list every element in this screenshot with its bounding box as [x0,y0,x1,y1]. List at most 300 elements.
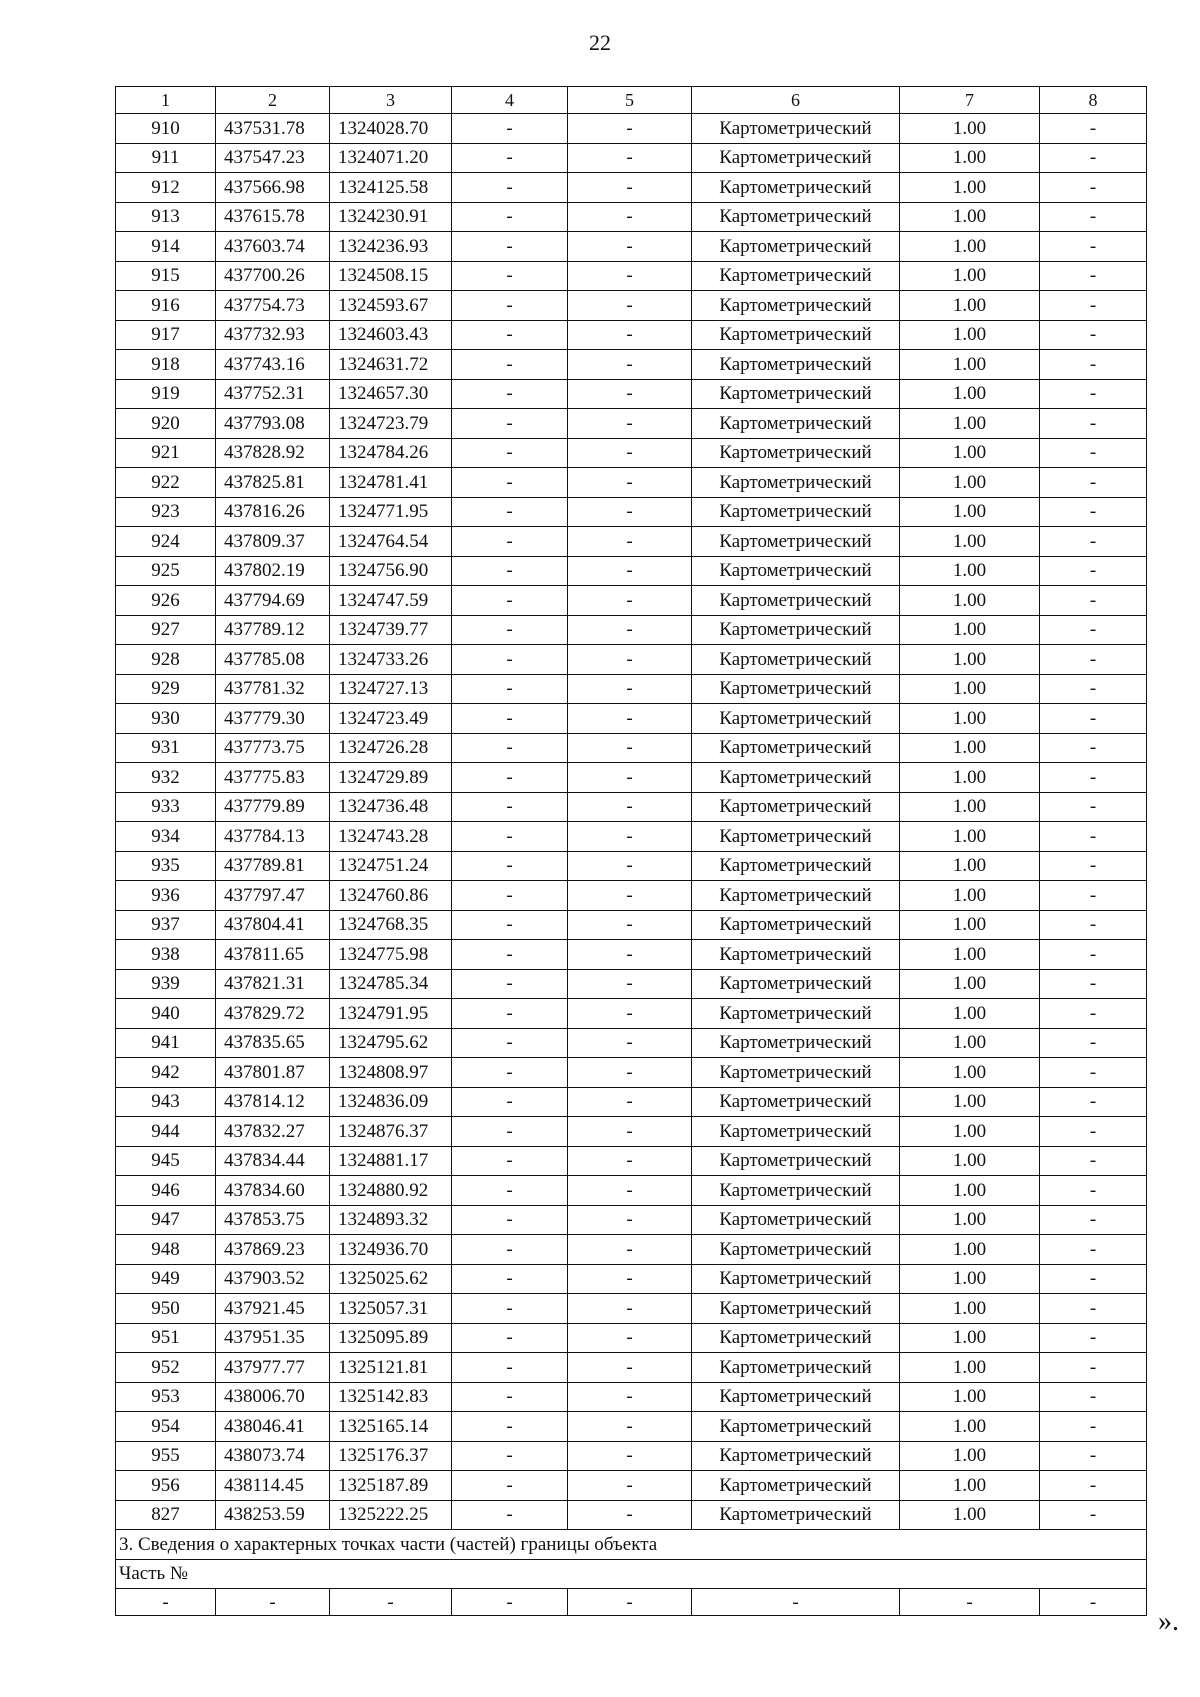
coordinate-y: 1324727.13 [330,674,452,704]
col-5-value: - [568,615,692,645]
table-row [116,940,1147,970]
col-5-value: - [568,645,692,675]
col-4-value: - [452,910,568,940]
point-number: 936 [116,881,216,911]
method-value: Картометрический [692,999,900,1029]
col-8-value: - [1040,202,1147,232]
method-value: Картометрический [692,969,900,999]
col-4-value: - [452,232,568,262]
section-3 [116,1530,1147,1616]
coordinate-x: 437789.12 [216,615,330,645]
col-5-value: - [568,910,692,940]
point-number: 921 [116,438,216,468]
table-row [116,320,1147,350]
coordinate-y: 1324880.92 [330,1176,452,1206]
coordinate-y: 1324876.37 [330,1117,452,1147]
col-4-value: - [452,1412,568,1442]
col-5-value: - [568,291,692,321]
coordinate-x: 437779.89 [216,792,330,822]
col-4-value: - [452,881,568,911]
coordinate-x: 437779.30 [216,704,330,734]
coordinate-y: 1324764.54 [330,527,452,557]
col-4-value: - [452,999,568,1029]
col-5-value: - [568,114,692,144]
col-5-value: - [568,438,692,468]
coordinate-y: 1324791.95 [330,999,452,1029]
method-value: Картометрический [692,1323,900,1353]
col-8-value: - [1040,674,1147,704]
accuracy-value: 1.00 [900,1264,1040,1294]
accuracy-value: 1.00 [900,851,1040,881]
coordinate-x: 437794.69 [216,586,330,616]
coordinate-y: 1325057.31 [330,1294,452,1324]
point-number: 931 [116,733,216,763]
col-4-value: - [452,1441,568,1471]
point-number: 942 [116,1058,216,1088]
column-number-header: 4 [452,87,568,114]
coordinate-y: 1324881.17 [330,1146,452,1176]
accuracy-value: 1.00 [900,114,1040,144]
accuracy-value: 1.00 [900,615,1040,645]
coordinate-x: 438114.45 [216,1471,330,1501]
coordinate-y: 1324631.72 [330,350,452,380]
table-row [116,645,1147,675]
accuracy-value: 1.00 [900,969,1040,999]
col-4-value: - [452,379,568,409]
method-value: Картометрический [692,1117,900,1147]
table-row [116,1353,1147,1383]
col-5-value: - [568,1117,692,1147]
col-8-value: - [1040,114,1147,144]
accuracy-value: 1.00 [900,674,1040,704]
method-value: Картометрический [692,173,900,203]
coordinate-x: 437773.75 [216,733,330,763]
table-row [116,822,1147,852]
col-8-value: - [1040,733,1147,763]
method-value: Картометрический [692,1471,900,1501]
col-5-value: - [568,1441,692,1471]
accuracy-value: 1.00 [900,173,1040,203]
point-number: 930 [116,704,216,734]
point-number: 954 [116,1412,216,1442]
table-row [116,291,1147,321]
col-4-value: - [452,527,568,557]
coordinate-x: 437834.44 [216,1146,330,1176]
col-4-value: - [452,704,568,734]
method-value: Картометрический [692,1235,900,1265]
method-value: Картометрический [692,1412,900,1442]
table-cell: - [568,1589,692,1616]
col-4-value: - [452,350,568,380]
col-8-value: - [1040,1058,1147,1088]
column-number-header: 6 [692,87,900,114]
coordinate-x: 437801.87 [216,1058,330,1088]
col-8-value: - [1040,1146,1147,1176]
table-row [116,910,1147,940]
col-8-value: - [1040,1028,1147,1058]
coordinate-y: 1324071.20 [330,143,452,173]
method-value: Картометрический [692,497,900,527]
table-row [116,674,1147,704]
col-5-value: - [568,1235,692,1265]
table-row [116,851,1147,881]
coordinate-x: 437752.31 [216,379,330,409]
accuracy-value: 1.00 [900,1205,1040,1235]
table-cell: - [330,1589,452,1616]
point-number: 932 [116,763,216,793]
table-row [116,1294,1147,1324]
coordinate-y: 1324593.67 [330,291,452,321]
accuracy-value: 1.00 [900,1117,1040,1147]
col-4-value: - [452,645,568,675]
table-row [116,1117,1147,1147]
table-row [116,1323,1147,1353]
table-row [116,1382,1147,1412]
coordinate-y: 1324751.24 [330,851,452,881]
col-5-value: - [568,556,692,586]
accuracy-value: 1.00 [900,291,1040,321]
table-row [116,1264,1147,1294]
coordinate-y: 1324733.26 [330,645,452,675]
col-5-value: - [568,792,692,822]
point-number: 944 [116,1117,216,1147]
table-row [116,202,1147,232]
table-row [116,1235,1147,1265]
coordinate-x: 437700.26 [216,261,330,291]
point-number: 912 [116,173,216,203]
accuracy-value: 1.00 [900,468,1040,498]
col-8-value: - [1040,763,1147,793]
table-row [116,173,1147,203]
part-number-row [116,1559,1147,1589]
accuracy-value: 1.00 [900,261,1040,291]
coordinate-y: 1324760.86 [330,881,452,911]
accuracy-value: 1.00 [900,1058,1040,1088]
coordinate-y: 1325176.37 [330,1441,452,1471]
col-8-value: - [1040,1441,1147,1471]
col-8-value: - [1040,615,1147,645]
accuracy-value: 1.00 [900,143,1040,173]
coordinate-y: 1324723.49 [330,704,452,734]
method-value: Картометрический [692,320,900,350]
col-5-value: - [568,999,692,1029]
page-number: 22 [589,30,611,55]
accuracy-value: 1.00 [900,1028,1040,1058]
accuracy-value: 1.00 [900,409,1040,439]
coordinate-x: 437811.65 [216,940,330,970]
coordinate-y: 1324775.98 [330,940,452,970]
coordinate-y: 1324771.95 [330,497,452,527]
accuracy-value: 1.00 [900,910,1040,940]
coordinate-x: 437797.47 [216,881,330,911]
point-number: 940 [116,999,216,1029]
closing-quote: ». [1158,1606,1179,1637]
accuracy-value: 1.00 [900,1382,1040,1412]
col-4-value: - [452,1205,568,1235]
coordinate-x: 437743.16 [216,350,330,380]
column-number-header: 2 [216,87,330,114]
column-number-header: 1 [116,87,216,114]
coordinate-y: 1324236.93 [330,232,452,262]
coordinate-x: 437566.98 [216,173,330,203]
coordinate-y: 1325095.89 [330,1323,452,1353]
table-row [116,350,1147,380]
accuracy-value: 1.00 [900,1323,1040,1353]
method-value: Картометрический [692,881,900,911]
method-value: Картометрический [692,438,900,468]
coordinate-x: 437921.45 [216,1294,330,1324]
col-8-value: - [1040,1117,1147,1147]
point-number: 941 [116,1028,216,1058]
col-5-value: - [568,1205,692,1235]
col-8-value: - [1040,969,1147,999]
table-row [116,1146,1147,1176]
method-value: Картометрический [692,1205,900,1235]
table-row [116,409,1147,439]
table-row [116,114,1147,144]
accuracy-value: 1.00 [900,792,1040,822]
col-5-value: - [568,173,692,203]
col-8-value: - [1040,261,1147,291]
table-row [116,1441,1147,1471]
method-value: Картометрический [692,1500,900,1530]
col-4-value: - [452,173,568,203]
coordinate-y: 1324808.97 [330,1058,452,1088]
col-8-value: - [1040,910,1147,940]
coordinate-x: 437793.08 [216,409,330,439]
col-4-value: - [452,733,568,763]
accuracy-value: 1.00 [900,999,1040,1029]
method-value: Картометрический [692,143,900,173]
point-number: 827 [116,1500,216,1530]
column-number-row [116,87,1147,114]
col-8-value: - [1040,350,1147,380]
point-number: 937 [116,910,216,940]
point-number: 947 [116,1205,216,1235]
col-4-value: - [452,1471,568,1501]
col-4-value: - [452,1146,568,1176]
coordinate-x: 437785.08 [216,645,330,675]
point-number: 920 [116,409,216,439]
coordinate-y: 1324657.30 [330,379,452,409]
col-8-value: - [1040,497,1147,527]
col-8-value: - [1040,468,1147,498]
method-value: Картометрический [692,674,900,704]
point-number: 945 [116,1146,216,1176]
coordinate-y: 1325187.89 [330,1471,452,1501]
accuracy-value: 1.00 [900,232,1040,262]
accuracy-value: 1.00 [900,1353,1040,1383]
part-number-label: Часть № [116,1559,1147,1589]
col-8-value: - [1040,1205,1147,1235]
table-row [116,556,1147,586]
col-8-value: - [1040,1323,1147,1353]
accuracy-value: 1.00 [900,733,1040,763]
method-value: Картометрический [692,202,900,232]
point-number: 916 [116,291,216,321]
coordinates-table [115,86,1147,1616]
coordinate-y: 1324836.09 [330,1087,452,1117]
coordinate-x: 437869.23 [216,1235,330,1265]
coordinate-y: 1324747.59 [330,586,452,616]
method-value: Картометрический [692,910,900,940]
table-row [116,143,1147,173]
table-row [116,261,1147,291]
col-5-value: - [568,733,692,763]
accuracy-value: 1.00 [900,556,1040,586]
table-cell: - [692,1589,900,1616]
accuracy-value: 1.00 [900,350,1040,380]
method-value: Картометрический [692,645,900,675]
method-value: Картометрический [692,615,900,645]
col-5-value: - [568,1382,692,1412]
method-value: Картометрический [692,1176,900,1206]
coordinate-x: 437775.83 [216,763,330,793]
col-8-value: - [1040,1235,1147,1265]
method-value: Картометрический [692,291,900,321]
accuracy-value: 1.00 [900,438,1040,468]
col-5-value: - [568,232,692,262]
point-number: 929 [116,674,216,704]
coordinate-y: 1324028.70 [330,114,452,144]
coordinate-y: 1325165.14 [330,1412,452,1442]
coordinate-y: 1325121.81 [330,1353,452,1383]
method-value: Картометрический [692,468,900,498]
coordinate-x: 437789.81 [216,851,330,881]
col-8-value: - [1040,1176,1147,1206]
table-row [116,615,1147,645]
coordinate-x: 437802.19 [216,556,330,586]
col-5-value: - [568,704,692,734]
col-4-value: - [452,1028,568,1058]
col-4-value: - [452,1176,568,1206]
point-number: 910 [116,114,216,144]
col-4-value: - [452,497,568,527]
section-3-title: 3. Сведения о характерных точках части (частей) границы объекта [116,1530,1147,1560]
col-4-value: - [452,556,568,586]
table-cell: - [1040,1589,1147,1616]
accuracy-value: 1.00 [900,497,1040,527]
coordinate-x: 437832.27 [216,1117,330,1147]
col-4-value: - [452,143,568,173]
col-8-value: - [1040,556,1147,586]
method-value: Картометрический [692,1441,900,1471]
col-4-value: - [452,615,568,645]
method-value: Картометрический [692,1264,900,1294]
point-number: 919 [116,379,216,409]
method-value: Картометрический [692,586,900,616]
coordinate-x: 437754.73 [216,291,330,321]
coordinate-y: 1324230.91 [330,202,452,232]
table-row [116,881,1147,911]
table-row [116,1087,1147,1117]
accuracy-value: 1.00 [900,763,1040,793]
col-5-value: - [568,763,692,793]
col-5-value: - [568,527,692,557]
point-number: 943 [116,1087,216,1117]
coordinate-x: 437732.93 [216,320,330,350]
coordinate-x: 437903.52 [216,1264,330,1294]
table-row [116,232,1147,262]
method-value: Картометрический [692,409,900,439]
col-5-value: - [568,969,692,999]
accuracy-value: 1.00 [900,1412,1040,1442]
col-8-value: - [1040,1087,1147,1117]
col-5-value: - [568,261,692,291]
accuracy-value: 1.00 [900,1235,1040,1265]
col-8-value: - [1040,999,1147,1029]
coordinate-y: 1324768.35 [330,910,452,940]
coordinate-x: 437603.74 [216,232,330,262]
col-8-value: - [1040,143,1147,173]
method-value: Картометрический [692,733,900,763]
col-4-value: - [452,1500,568,1530]
coordinate-x: 437816.26 [216,497,330,527]
table-row [116,792,1147,822]
accuracy-value: 1.00 [900,527,1040,557]
accuracy-value: 1.00 [900,822,1040,852]
coordinate-x: 437804.41 [216,910,330,940]
col-8-value: - [1040,1471,1147,1501]
table-row [116,1205,1147,1235]
col-5-value: - [568,1087,692,1117]
col-4-value: - [452,674,568,704]
coordinate-y: 1324936.70 [330,1235,452,1265]
point-number: 933 [116,792,216,822]
col-4-value: - [452,1294,568,1324]
accuracy-value: 1.00 [900,645,1040,675]
col-8-value: - [1040,1412,1147,1442]
col-4-value: - [452,940,568,970]
point-number: 917 [116,320,216,350]
method-value: Картометрический [692,114,900,144]
method-value: Картометрический [692,1382,900,1412]
point-number: 928 [116,645,216,675]
method-value: Картометрический [692,232,900,262]
coordinate-y: 1324723.79 [330,409,452,439]
point-number: 948 [116,1235,216,1265]
coordinate-x: 438073.74 [216,1441,330,1471]
col-5-value: - [568,881,692,911]
col-5-value: - [568,409,692,439]
table-row [116,999,1147,1029]
col-8-value: - [1040,232,1147,262]
point-number: 950 [116,1294,216,1324]
col-5-value: - [568,143,692,173]
col-4-value: - [452,851,568,881]
col-4-value: - [452,1235,568,1265]
col-4-value: - [452,202,568,232]
table-row [116,733,1147,763]
table-row [116,763,1147,793]
col-4-value: - [452,438,568,468]
column-number-header: 3 [330,87,452,114]
table-row [116,969,1147,999]
method-value: Картометрический [692,350,900,380]
table-cell: - [452,1589,568,1616]
col-8-value: - [1040,1500,1147,1530]
col-4-value: - [452,1058,568,1088]
column-number-header: 8 [1040,87,1147,114]
table-row [116,527,1147,557]
point-number: 935 [116,851,216,881]
col-8-value: - [1040,320,1147,350]
point-number: 934 [116,822,216,852]
col-5-value: - [568,379,692,409]
point-number: 918 [116,350,216,380]
point-number: 911 [116,143,216,173]
point-number: 915 [116,261,216,291]
